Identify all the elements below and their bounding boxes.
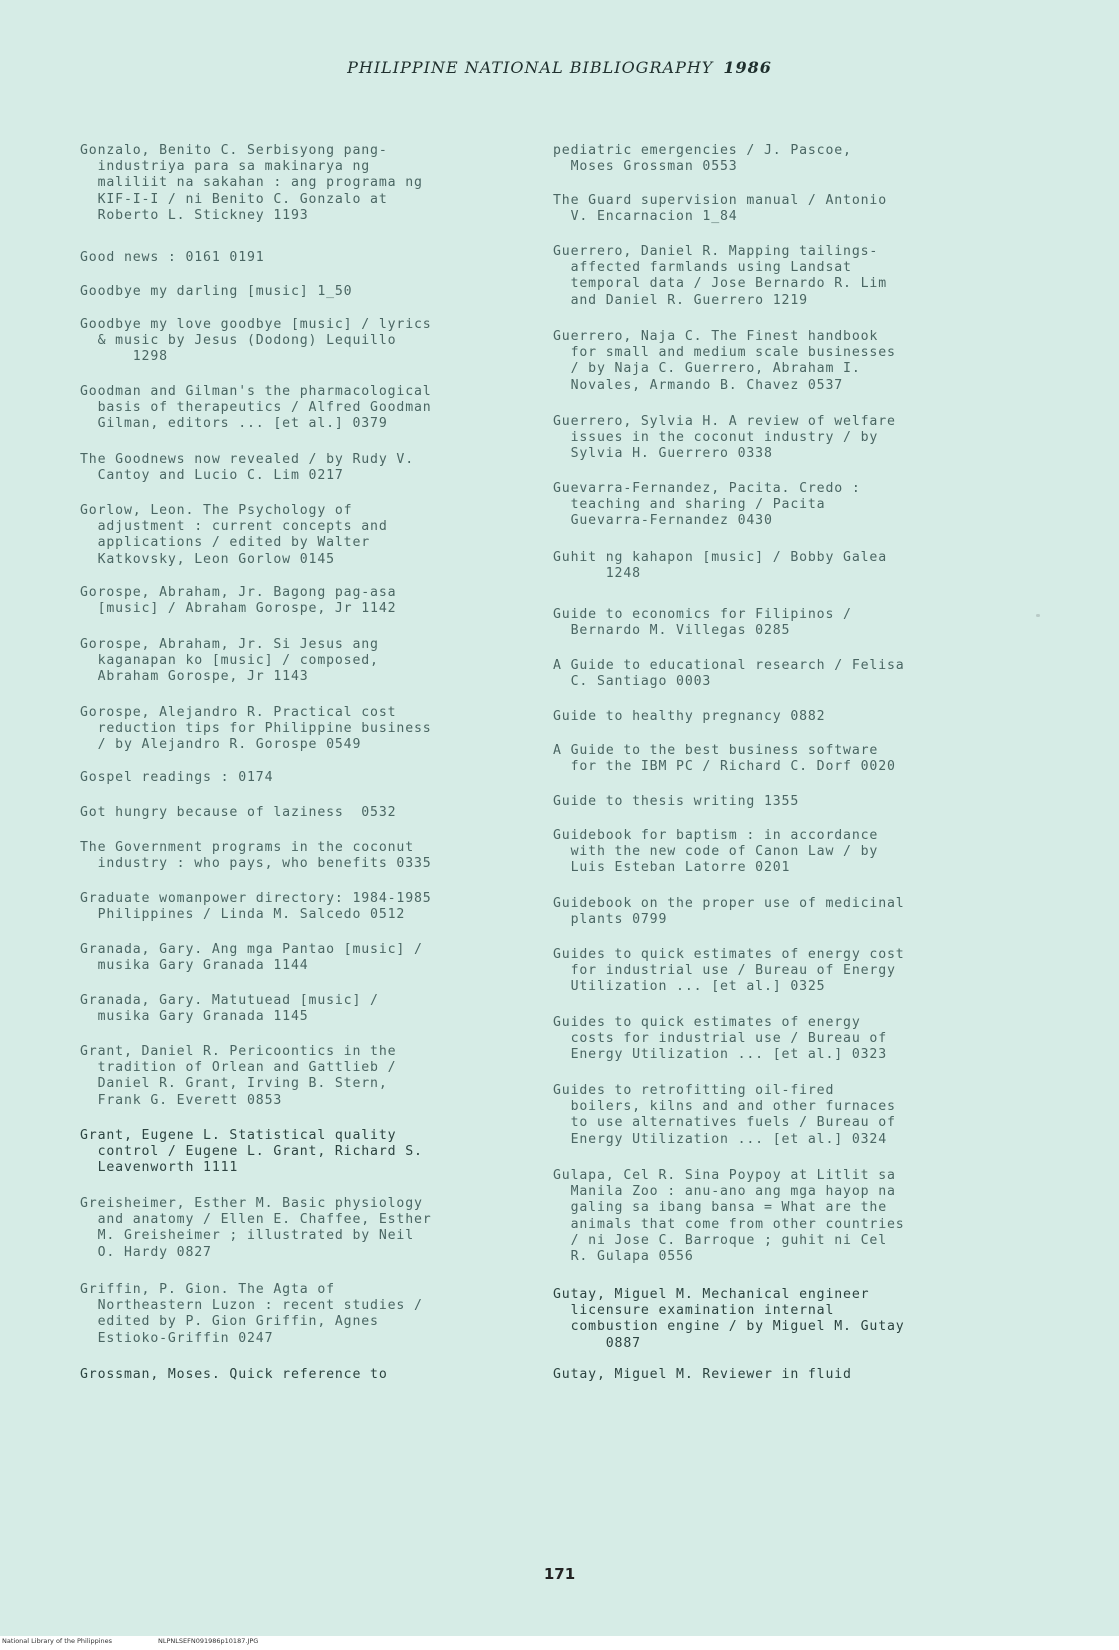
paper-speck xyxy=(1036,614,1040,617)
entry-gorlow: Gorlow, Leon. The Psychology of adjustment : current concepts and applications / edited by Walter Katkovsky, Leon Gorlow 0145 xyxy=(80,503,388,567)
entry-gorospe-si-jesus: Gorospe, Abraham, Jr. Si Jesus ang kaganapan ko [music] / composed, Abraham Gorospe, Jr 1143 xyxy=(80,637,379,685)
entry-grossman: Grossman, Moses. Quick reference to xyxy=(80,1367,388,1382)
scan-footer xyxy=(0,1636,1119,1650)
entry-gutay-mechanical: Gutay, Miguel M. Mechanical engineer licensure examination internal combustion engine / by Miguel M. Gutay 0887 xyxy=(553,1287,905,1351)
entry-gulapa: Gulapa, Cel R. Sina Poypoy at Litlit sa Manila Zoo : anu-ano ang mga hayop na galing sa ibang bansa = What are the animals that come from other countries / ni Jose C. Barroque ; guhit ni Cel R. Gulapa 0556 xyxy=(553,1168,905,1265)
entry-guide-business-software: A Guide to the best business software for the IBM PC / Richard C. Dorf 0020 xyxy=(553,743,896,775)
entry-goodbye-my-love: Goodbye my love goodbye [music] / lyrics & music by Jesus (Dodong) Lequillo 1298 xyxy=(80,317,432,365)
entry-guard-supervision: The Guard supervision manual / Antonio V. Encarnacion 1_84 xyxy=(553,193,888,225)
entry-guidebook-baptism: Guidebook for baptism : in accordance with the new code of Canon Law / by Luis Esteban Latorre 0201 xyxy=(553,828,879,876)
entry-guide-educational: A Guide to educational research / Felisa C. Santiago 0003 xyxy=(553,658,905,690)
entry-guide-thesis: Guide to thesis writing 1355 xyxy=(553,794,800,809)
entry-graduate-womanpower: Graduate womanpower directory: 1984-1985 Philippines / Linda M. Salcedo 0512 xyxy=(80,891,432,923)
entry-pediatric-emergencies: pediatric emergencies / J. Pascoe, Moses Grossman 0553 xyxy=(553,143,852,175)
entry-greisheimer: Greisheimer, Esther M. Basic physiology and anatomy / Ellen E. Chaffee, Esther M. Greisheimer ; illustrated by Neil O. Hardy 0827 xyxy=(80,1196,432,1260)
entry-guhit-ng-kahapon: Guhit ng kahapon [music] / Bobby Galea 1248 xyxy=(553,550,888,582)
entry-guevarra-fernandez: Guevarra-Fernandez, Pacita. Credo : teaching and sharing / Pacita Guevarra-Fernandez 0430 xyxy=(553,481,861,529)
bibliography-title: PHILIPPINE NATIONAL BIBLIOGRAPHY xyxy=(347,58,714,77)
entry-got-hungry: Got hungry because of laziness 0532 xyxy=(80,805,397,820)
entry-goodnews-revealed: The Goodnews now revealed / by Rudy V. Cantoy and Lucio C. Lim 0217 xyxy=(80,452,415,484)
footer-library: National Library of the Philippines xyxy=(2,1637,113,1645)
entry-guerrero-daniel: Guerrero, Daniel R. Mapping tailings- affected farmlands using Landsat temporal data / Jose Bernardo R. Lim and Daniel R. Guerrero 1219 xyxy=(553,244,888,308)
entry-gorospe-bagong: Gorospe, Abraham, Jr. Bagong pag-asa [music] / Abraham Gorospe, Jr 1142 xyxy=(80,585,397,617)
entry-griffin: Griffin, P. Gion. The Agta of Northeastern Luzon : recent studies / edited by P. Gion Griffin, Agnes Estioko-Griffin 0247 xyxy=(80,1282,423,1346)
entry-gutay-reviewer: Gutay, Miguel M. Reviewer in fluid xyxy=(553,1367,852,1382)
entry-guides-retrofitting: Guides to retrofitting oil-fired boilers, kilns and and other furnaces to use alternatives fuels / Bureau of Energy Utilization ... [et al.] 0324 xyxy=(553,1083,896,1147)
entry-guide-healthy-pregnancy: Guide to healthy pregnancy 0882 xyxy=(553,709,826,724)
entry-good-news: Good news : 0161 0191 xyxy=(80,250,265,265)
entry-granada-pantao: Granada, Gary. Ang mga Pantao [music] / musika Gary Granada 1144 xyxy=(80,942,423,974)
entry-government-programs: The Government programs in the coconut industry : who pays, who benefits 0335 xyxy=(80,840,432,872)
entry-grant-daniel: Grant, Daniel R. Pericoontics in the tradition of Orlean and Gattlieb / Daniel R. Grant, Irving B. Stern, Frank G. Everett 0853 xyxy=(80,1044,397,1108)
entry-guidebook-medicinal: Guidebook on the proper use of medicinal plants 0799 xyxy=(553,896,905,928)
entry-guerrero-naja: Guerrero, Naja C. The Finest handbook for small and medium scale businesses / by Naja C. Guerrero, Abraham I. Novales, Armando B. Chavez 0537 xyxy=(553,329,896,393)
entry-goodbye-my-darling: Goodbye my darling [music] 1_50 xyxy=(80,284,353,299)
bibliography-year: 1986 xyxy=(723,58,772,77)
entry-guides-energy-costs: Guides to quick estimates of energy costs for industrial use / Bureau of Energy Utilization ... [et al.] 0323 xyxy=(553,1015,888,1063)
entry-goodman-gilman: Goodman and Gilman's the pharmacological basis of therapeutics / Alfred Goodman Gilman, editors ... [et al.] 0379 xyxy=(80,384,432,432)
entry-guide-economics: Guide to economics for Filipinos / Bernardo M. Villegas 0285 xyxy=(553,607,852,639)
page-header xyxy=(0,58,1119,77)
entry-gospel-readings: Gospel readings : 0174 xyxy=(80,770,274,785)
entry-guides-energy-cost: Guides to quick estimates of energy cost for industrial use / Bureau of Energy Utilization ... [et al.] 0325 xyxy=(553,947,905,995)
entry-gonzalo: Gonzalo, Benito C. Serbisyong pang- industriya para sa makinarya ng maliliit na sakahan : ang programa ng KIF-I-I / ni Benito C. Gonzalo at Roberto L. Stickney 1193 xyxy=(80,143,423,223)
footer-file-code: NLPNLSEFN091986p10187.JPG xyxy=(158,1637,259,1645)
entry-grant-eugene: Grant, Eugene L. Statistical quality control / Eugene L. Grant, Richard S. Leavenworth 1111 xyxy=(80,1128,423,1176)
entry-granada-matutuead: Granada, Gary. Matutuead [music] / musika Gary Granada 1145 xyxy=(80,993,379,1025)
page-number: 171 xyxy=(543,1565,576,1583)
entry-guerrero-sylvia: Guerrero, Sylvia H. A review of welfare issues in the coconut industry / by Sylvia H. Guerrero 0338 xyxy=(553,414,896,462)
entry-gorospe-alejandro: Gorospe, Alejandro R. Practical cost reduction tips for Philippine business / by Alejandro R. Gorospe 0549 xyxy=(80,705,432,753)
